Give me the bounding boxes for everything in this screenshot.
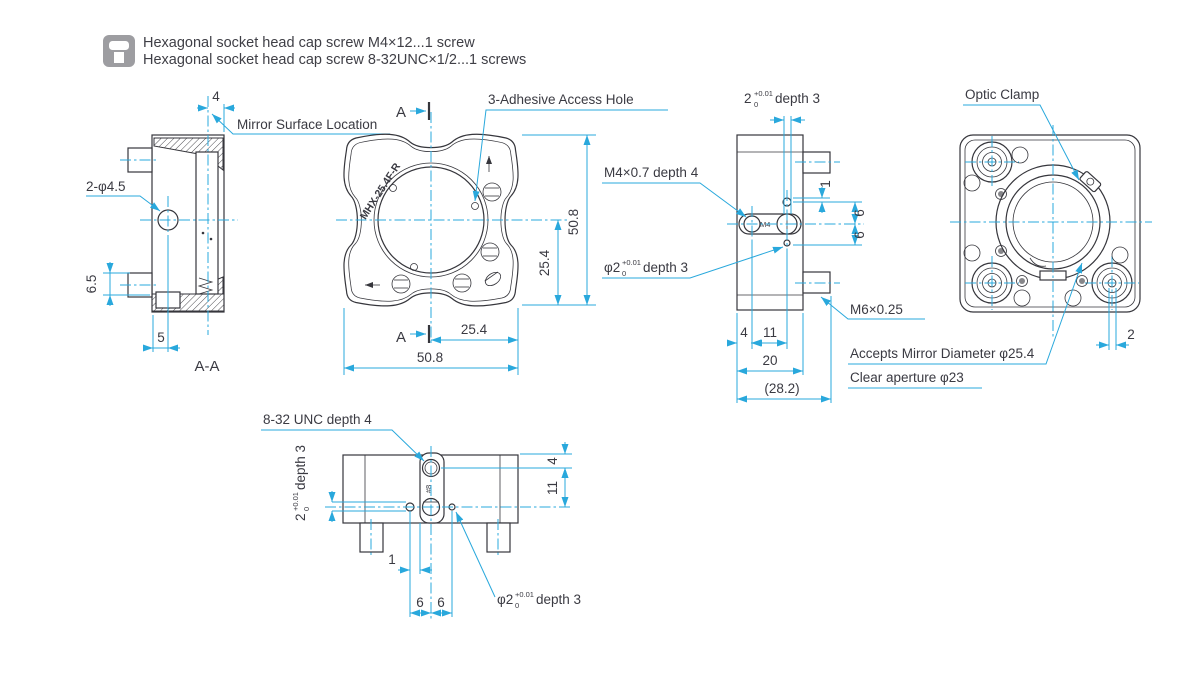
m4-leader bbox=[602, 183, 746, 217]
dim-11: 11 bbox=[545, 480, 560, 496]
adhesive-label: 3-Adhesive Access Hole bbox=[488, 92, 634, 107]
section-title: A-A bbox=[194, 358, 220, 375]
svg-text:depth 3: depth 3 bbox=[293, 444, 308, 490]
bottom-view bbox=[261, 412, 581, 620]
section-detail-dot bbox=[210, 238, 213, 241]
dim-4-mirror-offset: 4 bbox=[212, 89, 220, 104]
clear-aperture-label: Clear aperture φ23 bbox=[850, 370, 964, 385]
header bbox=[103, 35, 526, 68]
section-marker-a-bottom: A bbox=[395, 329, 407, 346]
phi2-label-side bbox=[604, 258, 688, 278]
svg-text:depth 3: depth 3 bbox=[643, 260, 689, 275]
svg-text:+0.01: +0.01 bbox=[515, 590, 534, 599]
dim-25-4-half-height: 25.4 bbox=[537, 249, 552, 277]
m4-label: M4×0.7 depth 4 bbox=[604, 165, 699, 180]
unc-label: 8-32 UNC depth 4 bbox=[263, 412, 372, 427]
dim-6-5: 6.5 bbox=[84, 274, 99, 294]
svg-text:0: 0 bbox=[515, 601, 520, 610]
header-line2: Hexagonal socket head cap screw 8-32UNC×1/2...1 screws bbox=[143, 52, 527, 68]
m4-part-text: M4 bbox=[760, 220, 771, 229]
svg-text:2: 2 bbox=[293, 513, 308, 521]
svg-text:0: 0 bbox=[754, 100, 759, 109]
dim-50-8-height: 50.8 bbox=[566, 208, 581, 236]
section-detail-dot bbox=[202, 232, 205, 235]
section-mirror-plate bbox=[196, 152, 218, 294]
svg-text:depth 3: depth 3 bbox=[775, 91, 821, 106]
part-number: MHX-25.4F-R bbox=[357, 160, 404, 222]
back-view bbox=[848, 87, 1152, 388]
dim-6a: 6 bbox=[852, 209, 867, 217]
dim-28-2: (28.2) bbox=[764, 381, 800, 396]
dim-4: 4 bbox=[545, 457, 560, 465]
svg-text:depth 3: depth 3 bbox=[536, 592, 582, 607]
dim-1: 1 bbox=[388, 552, 396, 567]
svg-text:0: 0 bbox=[622, 269, 627, 278]
m6-label: M6×0.25 bbox=[850, 302, 903, 317]
dim-50-8-width: 50.8 bbox=[416, 350, 444, 365]
svg-text:+0.01: +0.01 bbox=[291, 492, 300, 511]
front-view bbox=[336, 92, 668, 375]
holes-leader bbox=[86, 196, 160, 211]
holes-label: 2-φ4.5 bbox=[86, 179, 126, 194]
svg-text:0: 0 bbox=[302, 506, 311, 511]
svg-text:2: 2 bbox=[744, 91, 752, 106]
dim-6b: 6 bbox=[852, 231, 867, 239]
slot-tolerance-label bbox=[744, 89, 820, 109]
phi2-label-bottom bbox=[497, 590, 581, 610]
mirror-surface-label: Mirror Surface Location bbox=[237, 117, 378, 132]
header-line1: Hexagonal socket head cap screw M4×12...1 screw bbox=[143, 35, 475, 51]
dim-5: 5 bbox=[157, 330, 165, 345]
accepts-mirror-label: Accepts Mirror Diameter φ25.4 bbox=[850, 346, 1035, 361]
dim-11: 11 bbox=[762, 325, 778, 340]
number8-part-text: #8 bbox=[424, 484, 433, 494]
slot-tolerance-label-bottom bbox=[291, 445, 311, 521]
svg-text:+0.01: +0.01 bbox=[622, 258, 641, 267]
dim-20: 20 bbox=[762, 353, 778, 368]
dim-6a: 6 bbox=[416, 595, 424, 610]
dim-2-offset: 2 bbox=[1127, 327, 1135, 342]
dim-1: 1 bbox=[818, 180, 833, 188]
cap-screw-icon-head bbox=[109, 41, 129, 50]
dim-4: 4 bbox=[740, 325, 748, 340]
section-marker-a-top: A bbox=[395, 104, 407, 121]
optic-clamp-label: Optic Clamp bbox=[965, 87, 1040, 102]
cap-screw-icon-shaft bbox=[114, 52, 124, 63]
svg-text:+0.01: +0.01 bbox=[754, 89, 773, 98]
dim-6b: 6 bbox=[437, 595, 445, 610]
svg-text:φ2: φ2 bbox=[497, 592, 514, 607]
svg-text:φ2: φ2 bbox=[604, 260, 621, 275]
dim-25-4-half-width: 25.4 bbox=[460, 322, 488, 337]
